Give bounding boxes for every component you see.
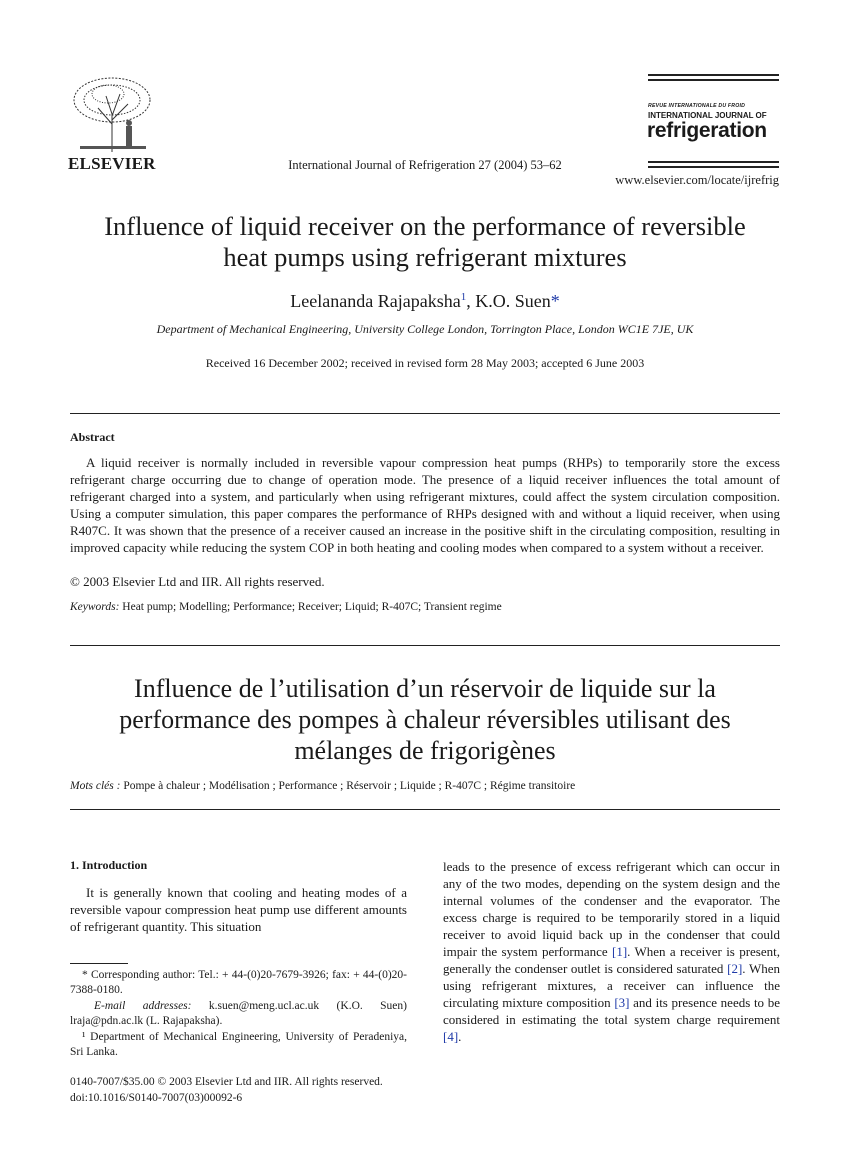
elsevier-wordmark: ELSEVIER: [68, 154, 156, 173]
french-title: Influence de l’utilisation d’un réservoir de liquide sur la performance des pompes à chaleur réversibles utilisant des mélanges de frigorigènes: [119, 674, 731, 765]
footnote-rule: [70, 963, 128, 964]
body-text: and its presence needs to be considered in estimating the total system charge requirement: [443, 995, 780, 1027]
divider: [70, 645, 780, 646]
author-suen: K.O. Suen: [475, 291, 551, 311]
author-rajapaksha: Leelananda Rajapaksha: [290, 291, 461, 311]
reference-link[interactable]: [4]: [443, 1029, 459, 1044]
abstract-copyright: © 2003 Elsevier Ltd and IIR. All rights reserved.: [70, 574, 325, 589]
journal-citation: International Journal of Refrigeration 27 (2004) 53–62: [288, 158, 562, 172]
body-text: .: [458, 1029, 462, 1044]
body-text: . When using refrigerant mixtures, a receiver can influence the circulating mixture composition: [443, 961, 781, 1010]
abstract-text: A liquid receiver is normally included in reversible vapour compression heat pumps (RHPs) to temporarily store the excess refrigerant charge occurring due to change of operation mode. The presence of a liquid receiver influences the total amount of refrigerant charged into a system, and particularly when using refrigerant mixtures, could affect the system circulation composition. Using a computer simulation, this paper compares the performance of RHPs designed with and without a liquid receiver, when using R407C. It was shown that the presence of a receiver caused an increase in the positive shift in the circulating composition, resulting in improved capacity while reducing the system COP in both heating and cooling modes when compared to a system without a receiver.: [70, 455, 780, 556]
affiliation: Department of Mechanical Engineering, University College London, Torrington Place, London WC1E 7JE, UK: [156, 322, 694, 336]
body-text: . When a receiver is present, generally the condenser outlet is considered saturated: [443, 944, 781, 976]
journal-logo-small-line: REVUE INTERNATIONALE DU FROID: [648, 103, 746, 109]
reference-link[interactable]: [3]: [614, 995, 630, 1010]
keywords-label: Keywords:: [70, 601, 120, 613]
journal-logo-name: refrigeration: [647, 119, 767, 142]
doi-line[interactable]: doi:10.1016/S0140-7007(03)00092-6: [70, 1092, 243, 1104]
footnote-affiliation: ¹ Department of Mechanical Engineering, University of Peradeniya, Sri Lanka.: [70, 1031, 407, 1059]
divider: [70, 809, 780, 810]
abstract-heading: Abstract: [70, 430, 115, 444]
email-addresses[interactable]: k.suen@meng.ucl.ac.uk (K.O. Suen) lraja@pdn.ac.lk (L. Rajapaksha).: [70, 1000, 407, 1028]
issn-line: 0140-7007/$35.00 © 2003 Elsevier Ltd and IIR. All rights reserved.: [70, 1076, 383, 1088]
keywords-list: Heat pump; Modelling; Performance; Receiver; Liquid; R-407C; Transient regime: [122, 601, 502, 613]
author-separator: ,: [466, 291, 476, 311]
intro-left-column: It is generally known that cooling and heating modes of a reversible vapour compression heat pump use different amounts of refrigerant quantity. This situation: [70, 885, 407, 934]
reference-link[interactable]: [1]: [611, 944, 628, 959]
journal-logo-top-rules: [648, 74, 779, 84]
mots-cles-list: Pompe à chaleur ; Modélisation ; Performance ; Réservoir ; Liquide ; R-407C ; Régime transitoire: [123, 780, 576, 792]
footnote-corresponding: * Corresponding author: Tel.: + 44-(0)20-7679-3926; fax: + 44-(0)20-7388-0180.: [70, 969, 407, 997]
footnote-emails: [70, 999, 407, 1030]
journal-website-link[interactable]: www.elsevier.com/locate/ijrefrig: [615, 173, 779, 187]
article-title: Influence of liquid receiver on the performance of reversible heat pumps using refrigerant mixtures: [104, 211, 746, 272]
journal-logo-middle-line: INTERNATIONAL JOURNAL OF: [648, 111, 767, 120]
issn-doi: [70, 1074, 383, 1106]
author-list: [0, 291, 850, 312]
intro-right-column: [443, 858, 780, 1045]
reference-link[interactable]: [2]: [727, 961, 743, 976]
email-label: E-mail addresses:: [94, 1000, 192, 1012]
keywords: [70, 601, 502, 613]
mots-cles-label: Mots clés :: [70, 780, 121, 792]
mots-cles: [70, 780, 575, 792]
section-heading: 1. Introduction: [70, 858, 148, 872]
journal-logo-bottom-rules: [648, 161, 779, 171]
corresponding-author-mark[interactable]: *: [550, 291, 560, 311]
body-text: leads to the presence of excess refrigerant which can occur in any of the two modes, depending on the system design and the internal volumes of the condenser and the evaporator. The excess charge is required to be temporarily stored in a liquid receiver to avoid liquid back up in the condenser that could impair the system performance: [443, 859, 780, 959]
received-dates: Received 16 December 2002; received in revised form 28 May 2003; accepted 6 June 2003: [205, 356, 645, 370]
elsevier-tree-logo: [68, 74, 158, 154]
author-footnote-mark[interactable]: 1: [460, 291, 467, 303]
divider: [70, 413, 780, 414]
